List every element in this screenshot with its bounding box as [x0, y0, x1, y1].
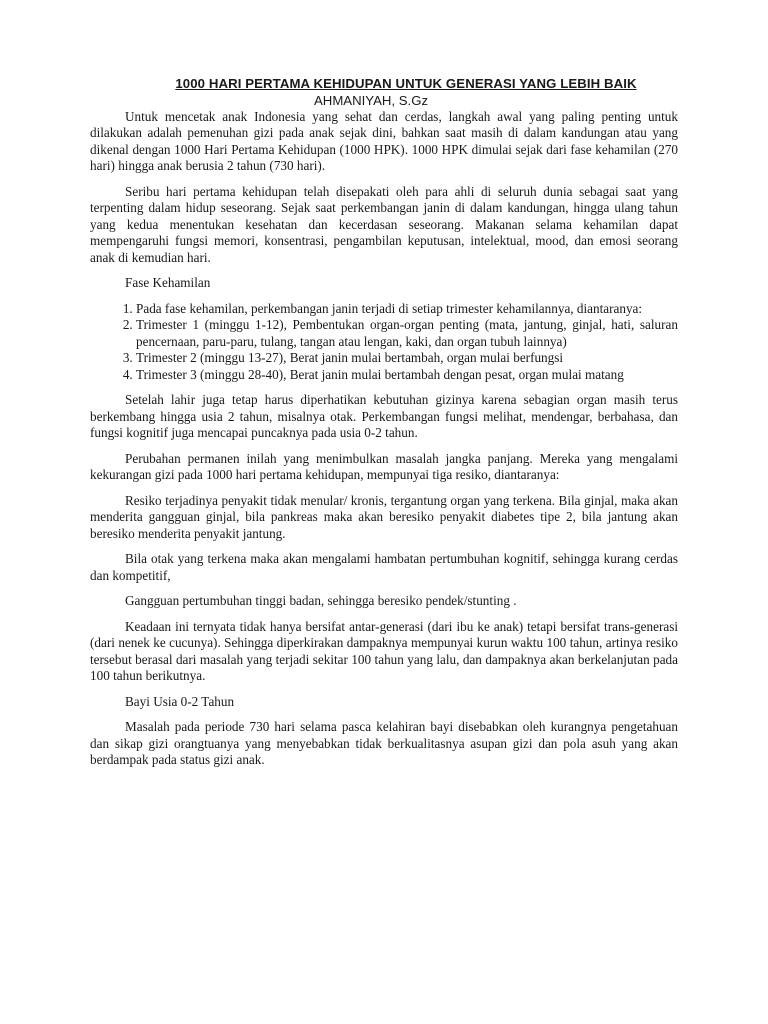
- paragraph-trans-generasi: Keadaan ini ternyata tidak hanya bersifat antar-generasi (dari ibu ke anak) tetapi bersifat trans-generasi (dari nenek ke cucunya). Sehingga diperkirakan dampaknya mempunyai kurun waktu 100 tahun, artinya resiko tersebut berasal dari masalah yang terjadi sekitar 100 tahun yang lalu, dan dampaknya akan berkelanjutan pada 100 tahun berikutnya.: [90, 618, 678, 683]
- paragraph-setelah-lahir: Setelah lahir juga tetap harus diperhatikan kebutuhan gizinya karena sebagian organ masih terus berkembang hingga usia 2 tahun, misalnya otak. Perkembangan fungsi melihat, mendengar, berbahasa, dan fungsi kognitif juga mencapai puncaknya pada usia 0-2 tahun.: [90, 392, 678, 440]
- list-item: 1. Pada fase kehamilan, perkembangan janin terjadi di setiap trimester kehamilannya, diantaranya:: [136, 301, 678, 318]
- document-page: [90, 76, 678, 778]
- section-heading-fase-kehamilan: Fase Kehamilan: [125, 275, 211, 290]
- paragraph-resiko-penyakit: Resiko terjadinya penyakit tidak menular/ kronis, tergantung organ yang terkena. Bila ginjal, maka akan menderita gangguan ginjal, bila pankreas maka akan beresiko penyakit diabetes tipe 2, bila jantung akan beresiko menderita penyakit jantung.: [90, 492, 678, 541]
- list-item: 3. Trimester 2 (minggu 13-27), Berat janin mulai bertambah, organ mulai berfungsi: [136, 350, 678, 367]
- document-author: AHMANIYAH, S.Gz: [314, 92, 429, 108]
- paragraph-masalah-periode: Masalah pada periode 730 hari selama pasca kelahiran bayi disebabkan oleh kurangnya pengetahuan dan sikap gizi orangtuanya yang menyebabkan tidak berkualitasnya asupan gizi dan pola asuh yang akan berdampak pada status gizi anak.: [90, 719, 678, 767]
- trimester-list: [90, 301, 678, 384]
- paragraph-gangguan-pertumbuhan: Gangguan pertumbuhan tinggi badan, sehingga beresiko pendek/stunting .: [125, 593, 517, 608]
- section-heading-bayi-usia: Bayi Usia 0-2 Tahun: [125, 693, 235, 709]
- paragraph-seribu-hari: Seribu hari pertama kehidupan telah disepakati oleh para ahli di seluruh dunia sebagai saat yang terpenting dalam hidup seseorang. Sejak saat perkembangan janin di dalam kandungan, hingga ulang tahun yang kedua menentukan kesehatan dan kecerdasan seseorang. Makanan selama kehamilan dapat mempengaruhi fungsi memori, konsentrasi, pengambilan keputusan, intelektual, mood, dan emosi seorang anak di kemudian hari.: [90, 183, 678, 265]
- paragraph-intro: Untuk mencetak anak Indonesia yang sehat dan cerdas, langkah awal yang paling penting untuk dilakukan adalah pemenuhan gizi pada anak sejak dini, bahkan saat masih di dalam kandungan atau yang dikenal dengan 1000 Hari Pertama Kehidupan (1000 HPK). 1000 HPK dimulai sejak dari fase kehamilan (270 hari) hingga anak berusia 2 tahun (730 hari).: [90, 108, 678, 173]
- paragraph-hambatan-kognitif: Bila otak yang terkena maka akan mengalami hambatan pertumbuhan kognitif, sehingga kurang cerdas dan kompetitif,: [90, 551, 678, 583]
- list-item: 4. Trimester 3 (minggu 28-40), Berat janin mulai bertambah dengan pesat, organ mulai matang: [136, 367, 678, 384]
- paragraph-perubahan-permanen: Perubahan permanen inilah yang menimbulkan masalah jangka panjang. Mereka yang mengalami kekurangan gizi pada 1000 hari pertama kehidupan, mempunyai tiga resiko, diantaranya:: [90, 450, 678, 482]
- document-title: 1000 HARI PERTAMA KEHIDUPAN UNTUK GENERASI YANG LEBIH BAIK: [175, 76, 637, 91]
- list-item: 2. Trimester 1 (minggu 1-12), Pembentukan organ-organ penting (mata, jantung, ginjal, hati, saluran pencernaan, paru-paru, tulang, tangan atau lengan, kaki, dan organ tubuh lainnya): [136, 317, 678, 350]
